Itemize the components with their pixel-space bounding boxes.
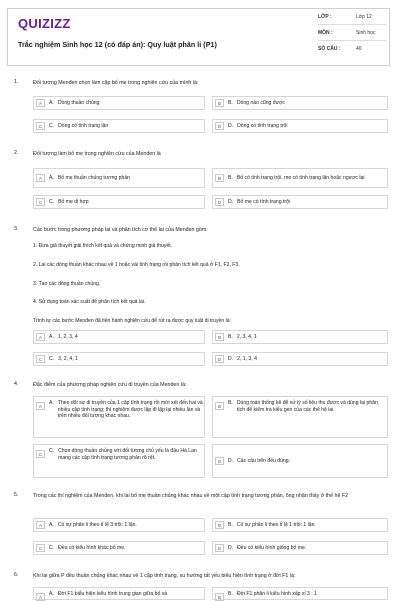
option-badge: D (215, 122, 224, 130)
option-letter: B. (228, 175, 233, 181)
option-text: 1, 2, 3, 4 (57, 333, 78, 340)
question-prompt: Trình tự các bước Menđen đã tiến hành nghiên cứu để rút ra được quy luật di truyền là: (33, 318, 231, 324)
quizizz-logo: QUIZIZZ (18, 16, 71, 31)
option-text: Bố mẹ dị hợp (58, 198, 89, 205)
option-text: Bố mẹ có tính trạng trội (237, 198, 291, 205)
meta-label: LỚP : (318, 14, 332, 20)
question-number: 1. (14, 79, 19, 85)
option-badge: B (215, 99, 224, 107)
option-letter: D. (228, 123, 234, 129)
q1-option-c[interactable] (33, 119, 205, 133)
option-badge: C (36, 122, 45, 130)
q5-option-a[interactable] (33, 518, 205, 532)
q3-option-c[interactable] (33, 352, 205, 366)
question-text: Trong các thí nghiệm của Menden, khi lai bố mẹ thuần chủng khác nhau về một cặp tính trạng tương phản, ông nhận thấy ở thế hệ F2 (33, 493, 349, 499)
question-text: Đối tượng Menđen chọn làm cặp bố mẹ trong nghiên cứu của mình là: (33, 80, 199, 86)
option-text: Đều có kiểu hình giống bố mẹ. (237, 544, 307, 551)
option-letter: D. (228, 545, 234, 551)
option-badge: A (36, 521, 45, 529)
question-number: 6. (14, 572, 19, 578)
option-letter: A. (49, 400, 54, 406)
option-letter: C. (49, 448, 55, 454)
q1-option-a[interactable] (33, 96, 205, 110)
option-text: Dòng nào cũng được (236, 99, 285, 106)
step-4: 4. Sử dụng toán xác suất để phân tích kết quả lai. (33, 299, 146, 305)
option-letter: A. (49, 522, 54, 528)
option-letter: C. (49, 199, 55, 205)
option-text: Có sự phân li theo tỉ lệ 3 trội: 1 lặn. (57, 521, 137, 528)
option-badge: B (215, 333, 224, 341)
q6-option-b[interactable] (212, 587, 388, 600)
question-number: 3. (14, 226, 19, 232)
option-letter: D. (228, 199, 234, 205)
option-text: Đều có kiểu hình khác bố mẹ. (58, 544, 126, 551)
option-text: Có sự phân li theo tỉ lệ 1 trội: 1 lặn. (236, 521, 316, 528)
option-letter: B. (228, 591, 233, 597)
q5-option-c[interactable] (33, 541, 205, 555)
page-title: Trắc nghiệm Sinh học 12 (có đáp án): Quy luật phân li (P1) (18, 40, 217, 49)
q3-option-a[interactable] (33, 330, 205, 344)
divider (318, 24, 386, 25)
option-letter: B. (228, 334, 233, 340)
option-letter: A. (49, 334, 54, 340)
option-badge: D (215, 457, 224, 465)
option-letter: A. (49, 591, 54, 597)
question-number: 2. (14, 150, 19, 156)
q1-option-d[interactable] (212, 119, 388, 133)
q5-option-b[interactable] (212, 518, 388, 532)
option-badge: A (36, 333, 45, 341)
option-badge: A (36, 402, 45, 410)
q4-option-c[interactable] (33, 444, 205, 478)
option-letter: B. (228, 400, 233, 406)
option-letter: C. (49, 545, 55, 551)
meta-value: Sinh học (356, 30, 376, 36)
meta-value: Lớp 12 (356, 14, 372, 20)
option-badge: D (215, 544, 224, 552)
option-badge: B (215, 521, 224, 529)
option-letter: D. (228, 356, 234, 362)
option-letter: B. (228, 522, 233, 528)
q5-option-d[interactable] (212, 541, 388, 555)
meta-value: 40 (356, 46, 362, 52)
step-3: 3. Tạo các dòng thuần chủng. (33, 281, 101, 287)
meta-label: SỐ CÂU : (318, 46, 341, 52)
q4-option-d[interactable] (212, 444, 388, 478)
option-letter: C. (49, 356, 55, 362)
question-number: 5. (14, 492, 19, 498)
meta-label: MÔN : (318, 30, 333, 36)
option-text: 3, 2, 4, 1 (58, 355, 78, 362)
option-badge: C (36, 355, 45, 363)
question-text: Đối tượng làm bố mẹ trong nghiên cứu của Menden là (33, 151, 161, 157)
meta-count (318, 46, 362, 52)
q1-option-b[interactable] (212, 96, 388, 110)
option-badge: A (36, 593, 45, 601)
q3-option-d[interactable] (212, 352, 388, 366)
option-text: Bố có tính trạng trội, mẹ có tính trạng lặn hoặc ngược lại (236, 174, 365, 181)
question-number: 4. (14, 381, 19, 387)
option-text: Đời F1 phân li kiểu hình xấp xỉ 3 : 1 (236, 591, 317, 597)
step-1: 1. Đưa giả thuyết giải thích kết quả và chứng minh giả thuyết. (33, 243, 173, 249)
q3-option-b[interactable] (212, 330, 388, 344)
option-letter: A. (49, 100, 54, 106)
question-text: Khi lai giữa P đều thuần chủng khác nhau về 1 cặp tính trạng, xu hướng tất yếu biểu hiện tính trạng ở đời F1 là: (33, 573, 296, 579)
option-text: 2, 1, 3, 4 (237, 355, 257, 362)
option-letter: C. (49, 123, 55, 129)
option-badge: A (36, 174, 45, 182)
option-text: Theo dõi sự di truyền của 1 cặp tính trạng rồi mới xét đến hai và nhiều cặp tính trạng; thí nghiệm được lặp đi lặp lại nhiều lần và trên nhiều đối tượng khác nhau. (57, 400, 203, 419)
question-text: Đặc điểm của phương pháp nghiên cứu di truyền của Menden là: (33, 382, 187, 388)
q4-option-b[interactable] (212, 396, 388, 438)
q6-option-a[interactable] (33, 587, 205, 600)
option-badge: C (36, 450, 45, 458)
question-text: Các bước trong phương pháp lai và phân tích cơ thể lai của Menđen gồm: (33, 227, 208, 233)
step-2: 2. Lai các dòng thuần khác nhau về 1 hoặc vài tính trạng rồi phân tích kết quả ở F1, F2, F3. (33, 262, 240, 268)
option-badge: D (215, 355, 224, 363)
q2-option-b[interactable] (212, 168, 388, 188)
option-text: Dùng toán thống kê để xử lý số liệu thu được và dùng lai phân tích để kiểm tra kiểu gen của các thể hệ lai. (236, 400, 378, 413)
meta-class (318, 14, 372, 20)
q2-option-c[interactable] (33, 195, 205, 209)
option-text: Bố mẹ thuần chủng tương phản (57, 174, 130, 181)
option-letter: D. (228, 458, 234, 464)
option-badge: A (36, 99, 45, 107)
option-badge: D (215, 198, 224, 206)
option-badge: C (36, 544, 45, 552)
option-text: Chọn dòng thuần chủng với đối tượng chủ yếu là đậu Hà Lan mang các cặp tính trạng tương phản rõ rệt. (58, 448, 197, 461)
option-badge: C (36, 198, 45, 206)
q2-option-a[interactable] (33, 168, 205, 188)
option-letter: A. (49, 175, 54, 181)
option-badge: B (215, 593, 224, 601)
divider (318, 40, 386, 41)
option-text: Đời F1 biểu hiện kiểu hình trung gian giữa bố và (57, 591, 168, 597)
option-text: Dòng có tính trạng trội (237, 122, 288, 129)
option-text: Dòng có tính trạng lặn (58, 122, 109, 129)
q4-option-a[interactable] (33, 396, 205, 438)
q2-option-d[interactable] (212, 195, 388, 209)
option-letter: B. (228, 100, 233, 106)
option-text: 2, 3, 4, 1 (236, 333, 257, 340)
option-badge: B (215, 174, 224, 182)
meta-subject (318, 30, 375, 36)
option-text: Các câu trên đều đúng. (237, 457, 291, 464)
option-badge: B (215, 402, 224, 410)
option-text: Dòng thuần chủng (57, 99, 100, 106)
